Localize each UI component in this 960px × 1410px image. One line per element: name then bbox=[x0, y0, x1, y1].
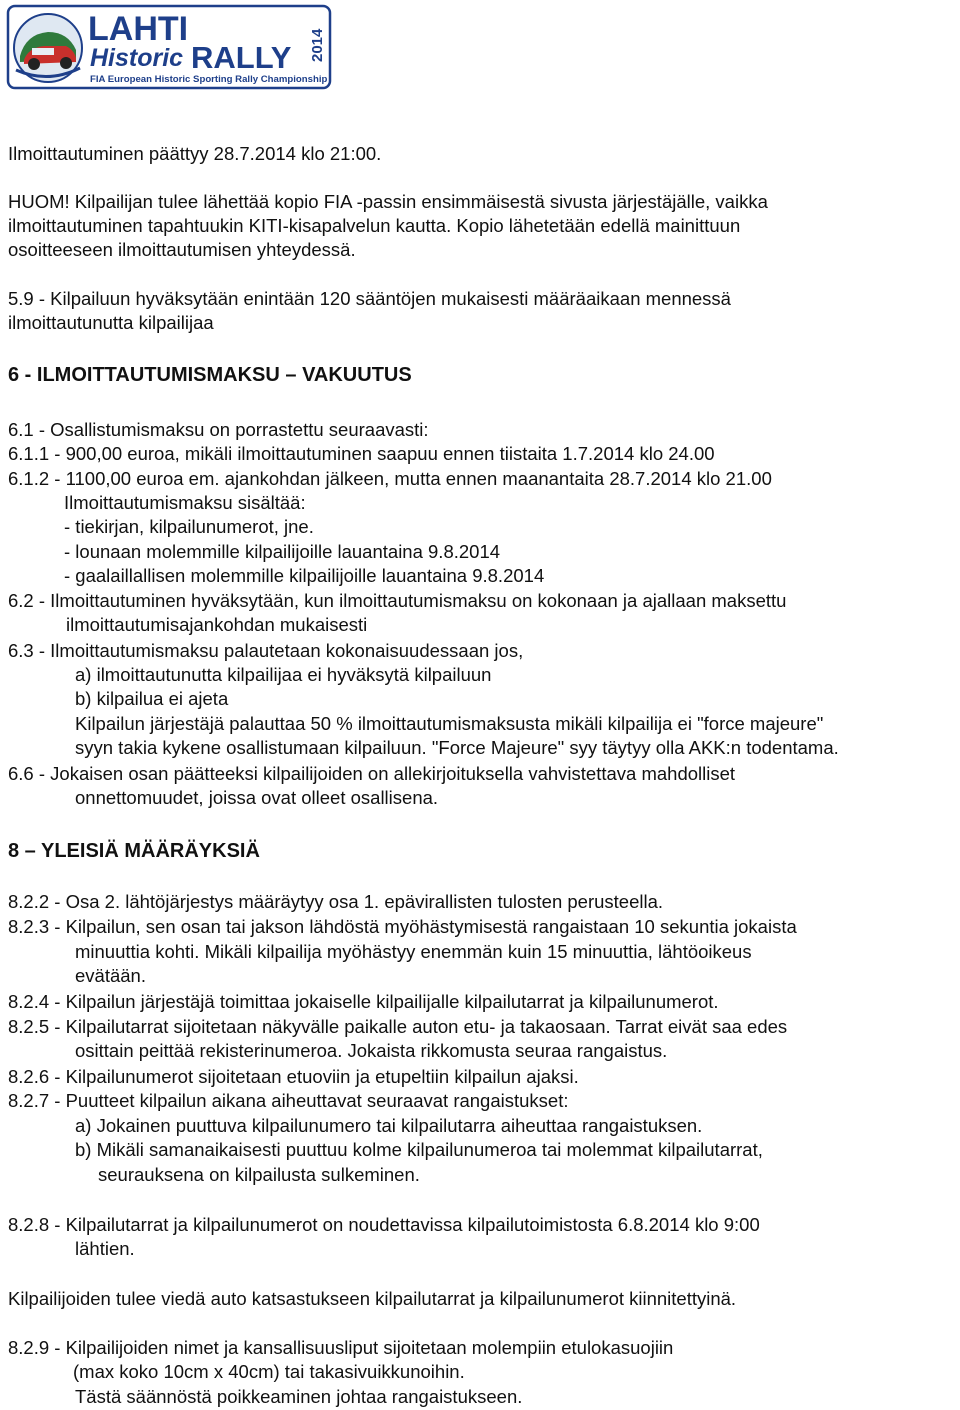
rule-5-9-line2: ilmoittautunutta kilpailijaa bbox=[8, 312, 214, 333]
lahti-historic-rally-logo bbox=[6, 4, 332, 90]
rule-6-6-line1: 6.6 - Jokaisen osan päätteeksi kilpailijoiden on allekirjoituksella vahvistettava mahdolliset bbox=[8, 763, 736, 784]
rule-8-2-3-line3: evätään. bbox=[75, 965, 146, 986]
rule-6-2-line2: ilmoittautumisajankohdan mukaisesti bbox=[66, 614, 368, 635]
rule-8-2-6: 8.2.6 - Kilpailunumerot sijoitetaan etuoviin ja etupeltiin kilpailun ajaksi. bbox=[8, 1066, 579, 1087]
rule-6-3-line1: 6.3 - Ilmoittautumismaksu palautetaan kokonaisuudessaan jos, bbox=[8, 640, 524, 661]
fia-pass-note-line3: osoitteeseen ilmoittautumisen yhteydessä. bbox=[8, 239, 356, 260]
rule-6-6-line2: onnettomuudet, joissa ovat olleet osallisena. bbox=[75, 787, 439, 808]
fia-pass-note-line2: ilmoittautuminen tapahtuukin KITI-kisapalvelun kautta. Kopio lähetetään edellä mainittuun bbox=[8, 215, 741, 236]
section-8-heading: 8 – YLEISIÄ MÄÄRÄYKSIÄ bbox=[8, 840, 260, 862]
rule-6-1-2: 6.1.2 - 1100,00 euroa em. ajankohdan jälkeen, mutta ennen maanantaita 28.7.2014 klo 21.00 bbox=[8, 468, 772, 489]
fee-includes-item-2: - lounaan molemmille kilpailijoille lauantaina 9.8.2014 bbox=[64, 541, 501, 562]
rule-8-2-7-item-a: a) Jokainen puuttuva kilpailunumero tai kilpailutarra aiheuttaa rangaistuksen. bbox=[75, 1115, 703, 1136]
rule-8-2-7-item-b-line1: b) Mikäli samanaikaisesti puuttuu kolme kilpailunumeroa tai molemmat kilpailutarrat, bbox=[75, 1139, 763, 1160]
logo-line1: LAHTI bbox=[88, 10, 189, 48]
rule-8-2-7-line1: 8.2.7 - Puutteet kilpailun aikana aiheuttavat seuraavat rangaistukset: bbox=[8, 1090, 569, 1111]
rule-8-2-5-line2: osittain peittää rekisterinumeroa. Jokaista rikkomusta seuraa rangaistus. bbox=[75, 1040, 668, 1061]
rule-8-2-4: 8.2.4 - Kilpailun järjestäjä toimittaa jokaiselle kilpailijalle kilpailutarrat ja kilpailunumerot. bbox=[8, 991, 719, 1012]
rally-car-emblem bbox=[14, 14, 82, 82]
rule-8-2-8-line1: 8.2.8 - Kilpailutarrat ja kilpailunumerot on noudettavissa kilpailutoimistosta 6.8.2014 klo 9:00 bbox=[8, 1214, 760, 1235]
registration-deadline: Ilmoittautuminen päättyy 28.7.2014 klo 21:00. bbox=[8, 143, 382, 164]
rule-6-3-item-a: a) ilmoittautunutta kilpailijaa ei hyväksytä kilpailuun bbox=[75, 664, 492, 685]
rule-6-3-refund-line1: Kilpailun järjestäjä palauttaa 50 % ilmoittautumismaksusta mikäli kilpailija ei "force majeure" bbox=[75, 713, 824, 734]
rule-6-3-refund-line2: syyn takia kykene osallistumaan kilpailuun. "Force Majeure" syy täytyy olla AKK:n todentama. bbox=[75, 737, 839, 758]
rule-6-2-line1: 6.2 - Ilmoittautuminen hyväksytään, kun ilmoittautumismaksu on kokonaan ja ajallaan maksettu bbox=[8, 590, 787, 611]
rule-8-2-9-line1: 8.2.9 - Kilpailijoiden nimet ja kansallisuusliput sijoitetaan molempiin etulokasuojiin bbox=[8, 1337, 674, 1358]
fee-includes-title: Ilmoittautumismaksu sisältää: bbox=[64, 492, 306, 513]
logo-year: 2014 bbox=[309, 28, 326, 62]
rule-8-2-2: 8.2.2 - Osa 2. lähtöjärjestys määräytyy osa 1. epävirallisten tulosten perusteella. bbox=[8, 891, 664, 912]
rule-8-2-3-line2: minuuttia kohti. Mikäli kilpailija myöhästyy enemmän kuin 15 minuuttia, lähtöoikeus bbox=[75, 941, 752, 962]
rule-8-2-5-line1: 8.2.5 - Kilpailutarrat sijoitetaan näkyvälle paikalle auton etu- ja takaosaan. Tarrat eivät saa edes bbox=[8, 1016, 788, 1037]
rule-8-2-3-line1: 8.2.3 - Kilpailun, sen osan tai jakson lähdöstä myöhästymisestä rangaistaan 10 sekuntia jokaista bbox=[8, 916, 797, 937]
inspection-note: Kilpailijoiden tulee viedä auto katsastukseen kilpailutarrat ja kilpailunumerot kiinnitettyinä. bbox=[8, 1288, 737, 1309]
logo-subtitle: FIA European Historic Sporting Rally Championship bbox=[90, 74, 328, 85]
rule-8-2-7-item-b-line2: seurauksena on kilpailusta sulkeminen. bbox=[98, 1164, 420, 1185]
rule-5-9-line1: 5.9 - Kilpailuun hyväksytään enintään 120 sääntöjen mukaisesti määräaikaan mennessä bbox=[8, 288, 731, 309]
section-6-heading: 6 - ILMOITTAUTUMISMAKSU – VAKUUTUS bbox=[8, 364, 412, 386]
logo-historic: Historic bbox=[90, 44, 184, 72]
rule-6-3-item-b: b) kilpailua ei ajeta bbox=[75, 688, 229, 709]
rule-6-1: 6.1 - Osallistumismaksu on porrastettu seuraavasti: bbox=[8, 419, 429, 440]
fia-pass-note-line1: HUOM! Kilpailijan tulee lähettää kopio FIA -passin ensimmäisestä sivusta järjestäjälle, vaikka bbox=[8, 191, 768, 212]
rule-8-2-9-line2: (max koko 10cm x 40cm) tai takasivuikkunoihin. bbox=[73, 1361, 465, 1382]
fee-includes-item-1: - tiekirjan, kilpailunumerot, jne. bbox=[64, 516, 314, 537]
rule-8-2-9-line3: Tästä säännöstä poikkeaminen johtaa rangaistukseen. bbox=[75, 1386, 523, 1407]
fee-includes-item-3: - gaalaillallisen molemmille kilpailijoille lauantaina 9.8.2014 bbox=[64, 565, 545, 586]
rule-8-2-8-line2: lähtien. bbox=[75, 1238, 135, 1259]
logo-rally: RALLY bbox=[191, 40, 292, 75]
rule-6-1-1: 6.1.1 - 900,00 euroa, mikäli ilmoittautuminen saapuu ennen tiistaita 1.7.2014 klo 24.00 bbox=[8, 443, 715, 464]
